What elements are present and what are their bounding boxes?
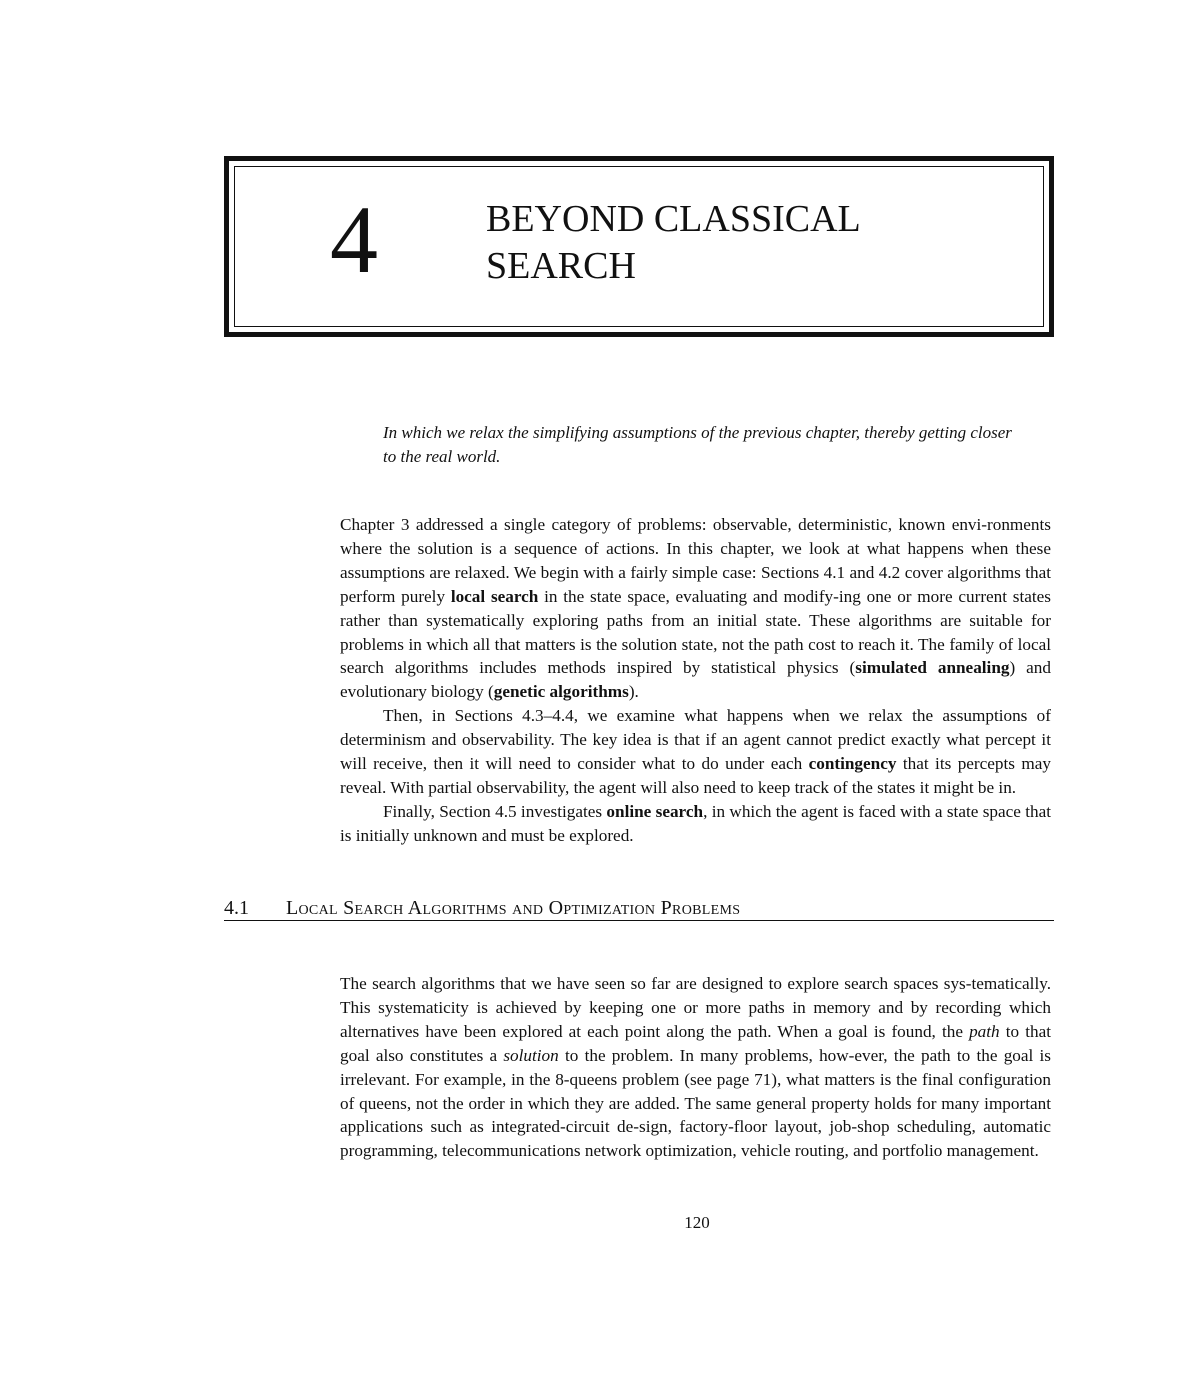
text-run: that its percepts may reveal. With partial observability, the agent will also need to keep track of the states it might be in.	[340, 754, 1051, 797]
text-run: ) and evolutionary biology (	[340, 658, 1051, 702]
section-title: Local Search Algorithms and Optimization Problems	[286, 897, 741, 919]
text-run: Finally, Section 4.5 investigates	[383, 801, 607, 821]
intro-paragraph-3	[340, 800, 1051, 848]
text-run: to the problem. In many problems, how-ever, the path to the goal is irrelevant. For example, in the 8-queens problem (see page 71), what matters is the final configuration of queens, not the order in which they are added. The same general property holds for many important applications such as integrated-circuit de-sign, factory-floor layout, job-shop scheduling, automatic programming, telecommunications network optimization, vehicle routing, and portfolio management.	[340, 1045, 1051, 1161]
chapter-epigraph: In which we relax the simplifying assumptions of the previous chapter, thereby getting closer to the real world.	[383, 423, 1012, 466]
text-run: to that goal also constitutes a	[340, 1021, 1051, 1065]
key-term-local-search: local search	[450, 586, 539, 606]
text-run: ).	[628, 682, 639, 702]
emphasis-path: path	[969, 1021, 1000, 1041]
chapter-title-line-2: SEARCH	[486, 245, 636, 287]
text-run: The search algorithms that we have seen so far are designed to explore search spaces sys-tematically. This systematicity is achieved by keeping one or more paths in memory and by recording which alternatives have been explored at each point along the path. When a goal is found, the	[340, 974, 1051, 1041]
text-run: , in which the agent is faced with a state space that is initially unknown and must be explored.	[340, 801, 1051, 845]
text-run: in the state space, evaluating and modify-ing one or more current states rather than systematically exploring paths from an initial state. These algorithms are suitable for problems in which all that matters is the solution state, not the path cost to reach it. The family of local search algorithms includes methods inspired by statistical physics (	[340, 586, 1051, 678]
text-run: Then, in Sections 4.3–4.4, we examine what happens when we relax the assumptions of determinism and observability. The key idea is that if an agent cannot predict exactly what percept it will receive, then it will need to consider what to do under each	[340, 706, 1051, 774]
chapter-title	[486, 196, 1026, 290]
chapter-title-line-1: BEYOND CLASSICAL	[486, 198, 861, 240]
key-term-simulated-annealing: simulated annealing	[855, 658, 1010, 678]
page-number: 120	[684, 1213, 710, 1232]
key-term-genetic-algorithms: genetic algorithms	[493, 682, 629, 702]
chapter-introduction	[340, 513, 1051, 848]
section-number: 4.1	[224, 897, 249, 919]
emphasis-solution: solution	[503, 1045, 559, 1065]
key-term-online-search: online search	[606, 801, 704, 821]
section-paragraph-1	[340, 972, 1051, 1163]
section-body	[340, 972, 1051, 1163]
section-heading	[224, 896, 1054, 921]
key-term-contingency: contingency	[808, 754, 897, 774]
intro-paragraph-1	[340, 513, 1051, 704]
chapter-number: 4	[330, 186, 378, 293]
text-run: Chapter 3 addressed a single category of problems: observable, deterministic, known envi-ronments where the solution is a sequence of actions. In this chapter, we look at what happens when these assumptions are relaxed. We begin with a fairly simple case: Sections 4.1 and 4.2 cover algorithms that perform purely	[340, 515, 1051, 606]
intro-paragraph-2	[340, 704, 1051, 800]
